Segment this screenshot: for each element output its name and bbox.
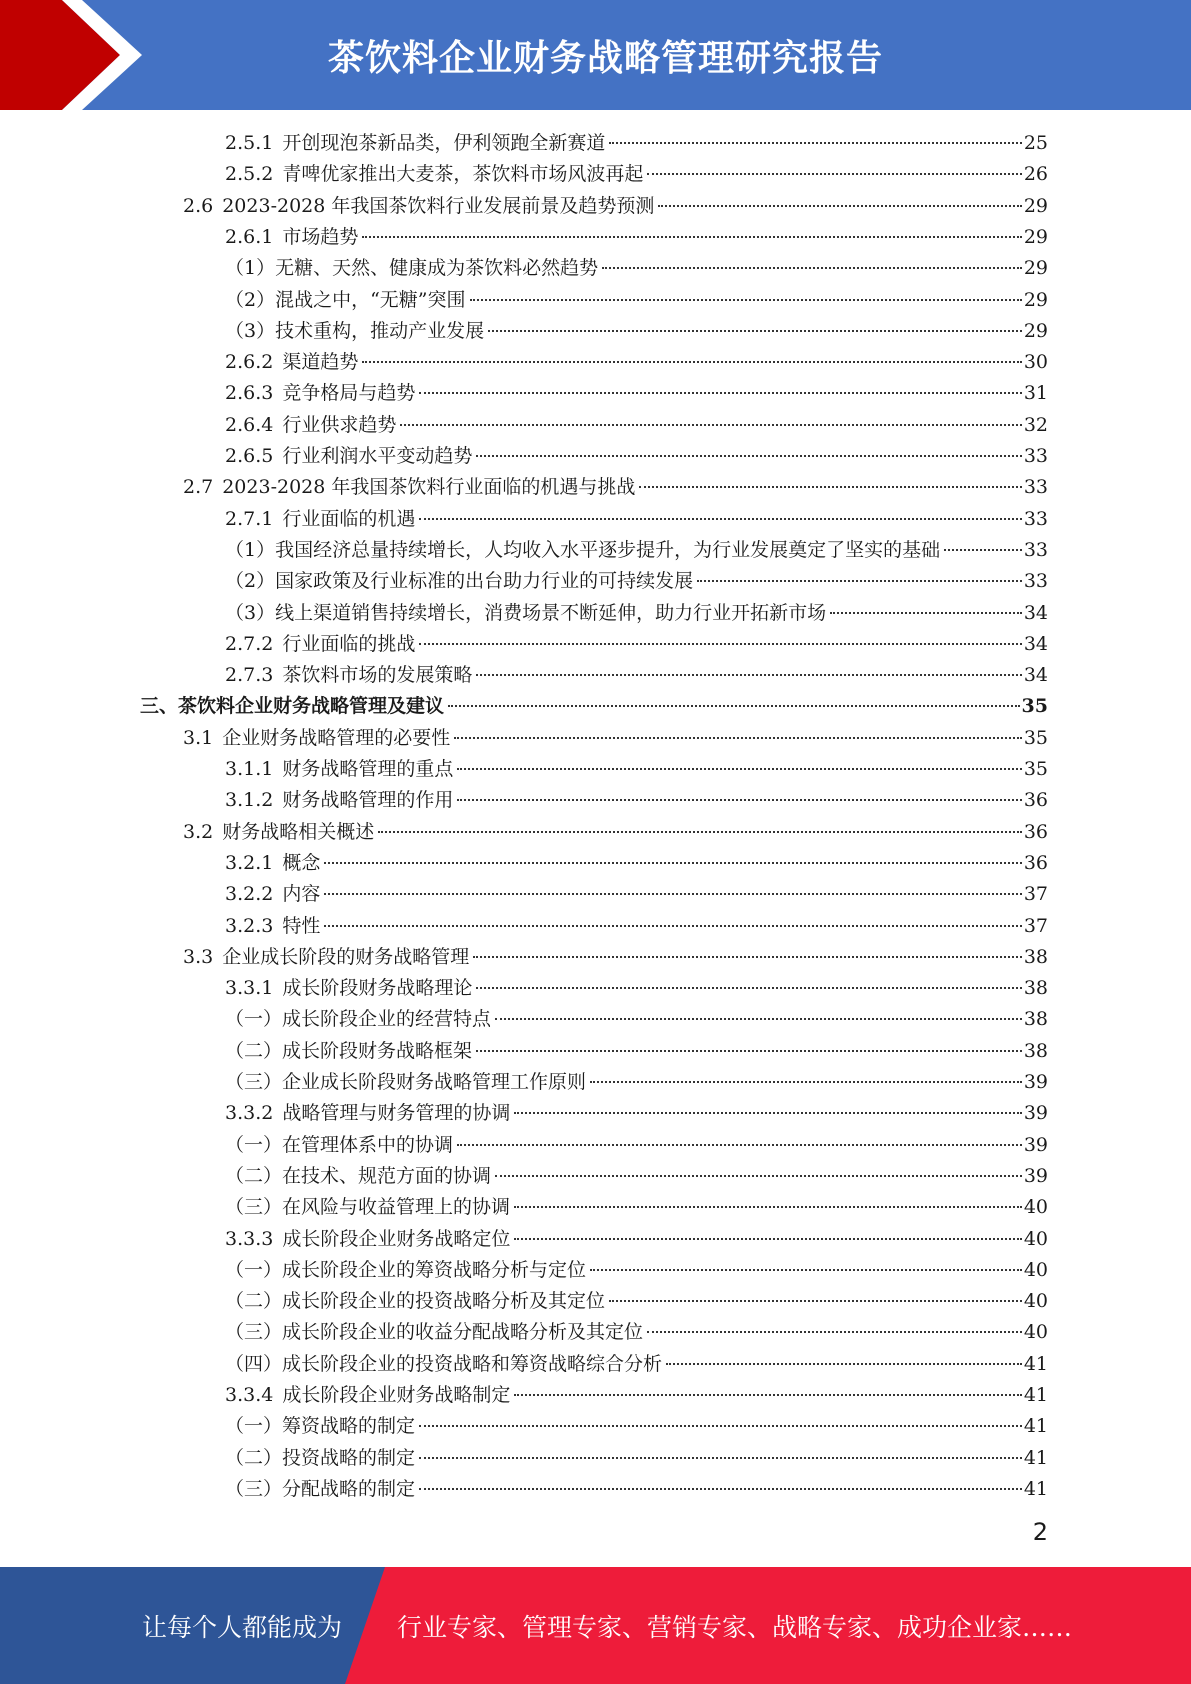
toc-entry[interactable] bbox=[225, 848, 1048, 879]
toc-entry[interactable] bbox=[225, 1067, 1048, 1098]
toc-dot-leader bbox=[419, 643, 1021, 645]
toc-entry-title: 企业成长阶段的财务战略管理 bbox=[222, 945, 470, 968]
toc-entry-number: 2.6 bbox=[183, 194, 214, 217]
toc-dot-leader bbox=[454, 737, 1022, 739]
toc-entry-page: 41 bbox=[1023, 1446, 1048, 1469]
toc-dot-leader bbox=[488, 330, 1022, 332]
toc-entry-page: 25 bbox=[1023, 132, 1048, 154]
toc-entry-title: 技术重构，推动产业发展 bbox=[275, 319, 485, 342]
toc-entry[interactable] bbox=[225, 1286, 1048, 1317]
toc-entry[interactable] bbox=[225, 1098, 1048, 1129]
toc-dot-leader bbox=[609, 1300, 1022, 1302]
toc-entry-number: 3.1.1 bbox=[225, 758, 274, 780]
toc-entry-number: （三） bbox=[225, 1477, 283, 1500]
toc-entry-page: 40 bbox=[1023, 1227, 1048, 1250]
toc-entry-page: 40 bbox=[1023, 1258, 1048, 1281]
toc-entry-number: （二） bbox=[225, 1164, 283, 1187]
toc-entry-page: 41 bbox=[1023, 1477, 1048, 1500]
toc-entry-title: 成长阶段企业财务战略制定 bbox=[282, 1384, 511, 1406]
toc-entry[interactable] bbox=[225, 378, 1048, 409]
toc-entry-number: （1） bbox=[225, 538, 276, 561]
toc-entry[interactable] bbox=[183, 723, 1048, 754]
toc-dot-leader bbox=[830, 612, 1022, 614]
toc-dot-leader bbox=[324, 893, 1021, 895]
toc-entry-number: 3.2 bbox=[183, 820, 214, 843]
toc-dot-leader bbox=[448, 705, 1020, 707]
toc-entry-number: 2.5.1 bbox=[225, 132, 274, 154]
toc-dot-leader bbox=[647, 1331, 1022, 1333]
toc-dot-leader bbox=[473, 956, 1022, 958]
toc-entry-title: 财务战略管理的作用 bbox=[282, 789, 454, 812]
toc-entry-title: 青啤优家推出大麦茶，茶饮料市场风波再起 bbox=[282, 163, 644, 186]
toc-entry-title: 分配战略的制定 bbox=[282, 1477, 416, 1500]
toc-entry-page: 29 bbox=[1023, 225, 1048, 248]
toc-entry-number: （一） bbox=[225, 1008, 283, 1031]
toc-entry-title: 成长阶段企业的经营特点 bbox=[282, 1008, 492, 1031]
toc-entry-number: 2.7 bbox=[183, 476, 214, 499]
toc-dot-leader bbox=[457, 768, 1021, 770]
toc-entry-title: 行业利润水平变动趋势 bbox=[282, 445, 473, 467]
toc-entry-page: 36 bbox=[1023, 851, 1048, 874]
toc-entry-number: 3.1.2 bbox=[225, 789, 274, 812]
toc-dot-leader bbox=[666, 1363, 1022, 1365]
toc-entry-page: 33 bbox=[1023, 476, 1048, 499]
toc-entry-page: 34 bbox=[1023, 664, 1048, 687]
toc-entry-title: 企业成长阶段财务战略管理工作原则 bbox=[282, 1071, 587, 1093]
toc-entry[interactable] bbox=[225, 253, 1048, 284]
toc-dot-leader bbox=[362, 236, 1021, 238]
toc-dot-leader bbox=[324, 925, 1021, 927]
toc-entry-title: 成长阶段企业的投资战略分析及其定位 bbox=[282, 1290, 606, 1313]
toc-entry[interactable] bbox=[225, 660, 1048, 691]
toc-entry-title: 2023-2028 年我国茶饮料行业面临的机遇与挑战 bbox=[222, 476, 636, 499]
toc-entry[interactable] bbox=[225, 1192, 1048, 1223]
toc-entry-page: 29 bbox=[1023, 288, 1048, 311]
toc-entry-title: 茶饮料市场的发展策略 bbox=[282, 664, 473, 687]
toc-entry-page: 33 bbox=[1023, 507, 1048, 530]
toc-entry-page: 39 bbox=[1023, 1164, 1048, 1187]
toc-entry-title: 筹资战略的制定 bbox=[282, 1415, 416, 1438]
toc-entry-number: 3.3.3 bbox=[225, 1227, 274, 1250]
toc-entry[interactable] bbox=[225, 879, 1048, 910]
toc-entry[interactable] bbox=[225, 1255, 1048, 1286]
toc-entry-number: 3.3.2 bbox=[225, 1102, 274, 1125]
toc-dot-leader bbox=[514, 1238, 1021, 1240]
toc-entry-page: 35 bbox=[1023, 758, 1048, 780]
toc-entry-number: （3） bbox=[225, 319, 276, 342]
toc-entry[interactable] bbox=[183, 472, 1048, 503]
toc-entry[interactable] bbox=[225, 1380, 1048, 1411]
toc-dot-leader bbox=[514, 1112, 1021, 1114]
toc-entry-title: 特性 bbox=[282, 914, 321, 937]
toc-entry-title: 成长阶段财务战略框架 bbox=[282, 1039, 473, 1062]
toc-dot-leader bbox=[514, 1394, 1021, 1396]
toc-entry-title: 2023-2028 年我国茶饮料行业发展前景及趋势预测 bbox=[222, 194, 655, 217]
toc-entry-number: 2.7.1 bbox=[225, 507, 274, 530]
toc-entry-page: 41 bbox=[1023, 1415, 1048, 1438]
toc-entry[interactable] bbox=[225, 128, 1048, 159]
toc-dot-leader bbox=[476, 674, 1021, 676]
toc-entry-number: （2） bbox=[225, 570, 276, 593]
toc-entry-number: 3.2.1 bbox=[225, 851, 274, 874]
report-header bbox=[0, 0, 1191, 110]
toc-entry-number: 2.6.5 bbox=[225, 445, 274, 467]
toc-entry-number: （四） bbox=[225, 1352, 283, 1375]
toc-entry-page: 40 bbox=[1023, 1196, 1048, 1219]
toc-entry-title: 无糖、天然、健康成为茶饮料必然趋势 bbox=[275, 257, 599, 280]
toc-entry-title: 行业面临的机遇 bbox=[282, 507, 416, 530]
toc-dot-leader bbox=[378, 831, 1022, 833]
toc-entry[interactable] bbox=[225, 410, 1048, 441]
toc-entry-number: 2.7.2 bbox=[225, 632, 274, 655]
toc-entry-title: 战略管理与财务管理的协调 bbox=[282, 1102, 511, 1125]
toc-entry[interactable] bbox=[140, 691, 1048, 722]
toc-entry-number: （二） bbox=[225, 1446, 283, 1469]
toc-entry[interactable] bbox=[225, 629, 1048, 660]
toc-entry-title: 财务战略管理的重点 bbox=[282, 758, 454, 780]
toc-entry-number: 3.1 bbox=[183, 726, 214, 749]
toc-entry-number: （二） bbox=[225, 1290, 283, 1313]
toc-entry-title: 竞争格局与趋势 bbox=[282, 382, 416, 405]
toc-entry-page: 39 bbox=[1023, 1102, 1048, 1125]
toc-dot-leader bbox=[457, 1144, 1022, 1146]
toc-entry-title: 市场趋势 bbox=[282, 225, 359, 248]
toc-entry-page: 33 bbox=[1023, 570, 1048, 593]
toc-entry-title: 成长阶段企业的收益分配战略分析及其定位 bbox=[282, 1321, 644, 1344]
toc-entry[interactable] bbox=[225, 911, 1048, 942]
toc-entry[interactable] bbox=[225, 1443, 1048, 1474]
toc-dot-leader bbox=[419, 1488, 1022, 1490]
toc-entry-title: 企业财务战略管理的必要性 bbox=[222, 726, 451, 749]
toc-entry-page: 38 bbox=[1023, 945, 1048, 968]
toc-entry-page: 33 bbox=[1023, 445, 1048, 467]
toc-entry-number: （三） bbox=[225, 1196, 283, 1219]
toc-entry[interactable] bbox=[225, 754, 1048, 785]
toc-entry-title: 混战之中，“无糖”突围 bbox=[275, 288, 466, 311]
toc-entry[interactable] bbox=[225, 504, 1048, 535]
toc-entry-number: （三） bbox=[225, 1071, 283, 1093]
toc-entry-title: 行业供求趋势 bbox=[282, 413, 397, 436]
toc-entry[interactable] bbox=[225, 785, 1048, 816]
toc-dot-leader bbox=[590, 1269, 1022, 1271]
toc-entry-number: 3.3.4 bbox=[225, 1384, 274, 1406]
toc-entry-number: 2.5.2 bbox=[225, 163, 274, 186]
footer-slogan-left: 让每个人都能成为 bbox=[142, 1612, 343, 1642]
toc-dot-leader bbox=[457, 799, 1021, 801]
toc-dot-leader bbox=[419, 1457, 1022, 1459]
toc-dot-leader bbox=[495, 1175, 1022, 1177]
footer-slogan-right: 行业专家、管理专家、营销专家、战略专家、成功企业家…… bbox=[397, 1612, 1073, 1642]
toc-entry[interactable] bbox=[225, 159, 1048, 190]
toc-entry-page: 40 bbox=[1023, 1321, 1048, 1344]
toc-entry-page: 38 bbox=[1023, 1008, 1048, 1031]
toc-entry[interactable] bbox=[225, 316, 1048, 347]
toc-entry-page: 40 bbox=[1023, 1290, 1048, 1313]
toc-entry-title: 成长阶段企业财务战略定位 bbox=[282, 1227, 511, 1250]
toc-entry-number: （1） bbox=[225, 257, 276, 280]
toc-entry[interactable] bbox=[183, 942, 1048, 973]
toc-entry[interactable] bbox=[225, 1411, 1048, 1442]
toc-entry-number: 2.6.1 bbox=[225, 225, 274, 248]
toc-entry[interactable] bbox=[225, 1349, 1048, 1380]
toc-entry-title: 内容 bbox=[282, 883, 321, 906]
toc-entry[interactable] bbox=[225, 1130, 1048, 1161]
toc-entry[interactable] bbox=[225, 973, 1048, 1004]
toc-entry-title: 成长阶段企业的投资战略和筹资战略综合分析 bbox=[282, 1352, 663, 1375]
toc-entry-page: 38 bbox=[1023, 1039, 1048, 1062]
toc-entry-title: 茶饮料企业财务战略管理及建议 bbox=[178, 695, 445, 718]
toc-entry-number: （一） bbox=[225, 1133, 283, 1156]
toc-entry-title: 投资战略的制定 bbox=[282, 1446, 416, 1469]
toc-dot-leader bbox=[658, 205, 1021, 207]
toc-entry-page: 30 bbox=[1023, 351, 1048, 374]
toc-entry-number: （二） bbox=[225, 1039, 283, 1062]
toc-entry-title: 成长阶段企业的筹资战略分析与定位 bbox=[282, 1258, 587, 1281]
toc-entry-title: 线上渠道销售持续增长，消费场景不断延伸，助力行业开拓新市场 bbox=[275, 601, 827, 624]
toc-entry-title: 我国经济总量持续增长，人均收入水平逐步提升，为行业发展奠定了坚实的基础 bbox=[275, 538, 941, 561]
report-title: 茶饮料企业财务战略管理研究报告 bbox=[327, 37, 883, 79]
toc-dot-leader bbox=[324, 862, 1021, 864]
toc-entry[interactable] bbox=[225, 566, 1048, 597]
toc-entry-page: 31 bbox=[1023, 382, 1048, 405]
toc-entry-number: 3.3 bbox=[183, 945, 214, 968]
footer-banner bbox=[0, 1567, 1191, 1684]
toc-entry[interactable] bbox=[183, 191, 1048, 222]
toc-entry-page: 39 bbox=[1023, 1133, 1048, 1156]
toc-entry-page: 32 bbox=[1023, 413, 1048, 436]
toc-entry[interactable] bbox=[225, 1317, 1048, 1348]
toc-dot-leader bbox=[590, 1081, 1022, 1083]
toc-entry-number: 2.7.3 bbox=[225, 664, 274, 687]
toc-entry-number: 2.6.4 bbox=[225, 413, 274, 436]
toc-entry-title: 渠道趋势 bbox=[282, 351, 359, 374]
toc-entry-page: 29 bbox=[1023, 319, 1048, 342]
toc-dot-leader bbox=[419, 1425, 1022, 1427]
toc-dot-leader bbox=[944, 549, 1022, 551]
toc-dot-leader bbox=[514, 1206, 1022, 1208]
toc-entry[interactable] bbox=[225, 535, 1048, 566]
toc-entry-page: 37 bbox=[1023, 914, 1048, 937]
toc-entry-page: 38 bbox=[1023, 977, 1048, 1000]
toc-entry-number: （三） bbox=[225, 1321, 283, 1344]
toc-entry[interactable] bbox=[225, 441, 1048, 472]
toc-dot-leader bbox=[362, 361, 1021, 363]
toc-dot-leader bbox=[419, 518, 1021, 520]
page-number: 2 bbox=[1032, 1518, 1048, 1546]
toc-entry[interactable] bbox=[225, 1161, 1048, 1192]
toc-entry-number: 三、 bbox=[140, 695, 179, 718]
toc-entry-page: 35 bbox=[1021, 695, 1048, 718]
toc-dot-leader bbox=[609, 142, 1021, 144]
toc-entry-number: 3.3.1 bbox=[225, 977, 274, 1000]
toc-dot-leader bbox=[419, 392, 1021, 394]
toc-entry-page: 36 bbox=[1023, 789, 1048, 812]
toc-entry-number: 2.6.2 bbox=[225, 351, 274, 374]
toc-entry-page: 41 bbox=[1023, 1352, 1048, 1375]
toc-entry-number: （一） bbox=[225, 1415, 283, 1438]
toc-dot-leader bbox=[495, 1018, 1022, 1020]
toc-dot-leader bbox=[647, 173, 1021, 175]
toc-entry[interactable] bbox=[183, 817, 1048, 848]
toc-entry-title: 国家政策及行业标准的出台助力行业的可持续发展 bbox=[275, 570, 694, 593]
toc-entry-page: 35 bbox=[1023, 726, 1048, 749]
toc-entry-page: 29 bbox=[1023, 194, 1048, 217]
toc-entry-page: 34 bbox=[1023, 601, 1048, 624]
toc-entry[interactable] bbox=[225, 1224, 1048, 1255]
toc-dot-leader bbox=[476, 455, 1021, 457]
toc-entry-page: 26 bbox=[1023, 163, 1048, 186]
toc-entry-title: 概念 bbox=[282, 851, 321, 874]
toc-entry-title: 财务战略相关概述 bbox=[222, 820, 375, 843]
toc-entry[interactable] bbox=[225, 222, 1048, 253]
toc-entry-title: 开创现泡茶新品类，伊利领跑全新赛道 bbox=[282, 132, 606, 154]
toc-entry-number: （一） bbox=[225, 1258, 283, 1281]
toc-dot-leader bbox=[697, 580, 1022, 582]
toc-entry-page: 39 bbox=[1023, 1071, 1048, 1093]
toc-dot-leader bbox=[639, 486, 1021, 488]
toc-entry-page: 33 bbox=[1023, 538, 1048, 561]
toc-entry-title: 成长阶段财务战略理论 bbox=[282, 977, 473, 1000]
toc-entry-page: 29 bbox=[1023, 257, 1048, 280]
toc-entry-title: 在管理体系中的协调 bbox=[282, 1133, 454, 1156]
toc-entry-title: 在风险与收益管理上的协调 bbox=[282, 1196, 511, 1219]
toc-entry-number: 3.2.2 bbox=[225, 883, 274, 906]
toc-entry-page: 34 bbox=[1023, 632, 1048, 655]
toc-entry[interactable] bbox=[225, 1004, 1048, 1035]
toc-entry[interactable] bbox=[225, 598, 1048, 629]
toc-entry-page: 36 bbox=[1023, 820, 1048, 843]
toc-entry-title: 在技术、规范方面的协调 bbox=[282, 1164, 492, 1187]
toc-entry[interactable] bbox=[225, 285, 1048, 316]
toc-entry[interactable] bbox=[225, 347, 1048, 378]
toc-dot-leader bbox=[470, 299, 1022, 301]
toc-entry-title: 行业面临的挑战 bbox=[282, 632, 416, 655]
toc-dot-leader bbox=[476, 1050, 1022, 1052]
toc-dot-leader bbox=[602, 267, 1022, 269]
toc-entry-page: 37 bbox=[1023, 883, 1048, 906]
toc-entry-number: 3.2.3 bbox=[225, 914, 274, 937]
toc-entry[interactable] bbox=[225, 1036, 1048, 1067]
toc-entry-page: 41 bbox=[1023, 1384, 1048, 1406]
toc-entry[interactable] bbox=[225, 1474, 1048, 1505]
toc-dot-leader bbox=[476, 987, 1021, 989]
toc-entry-number: （3） bbox=[225, 601, 276, 624]
toc-dot-leader bbox=[400, 424, 1021, 426]
toc-entry-number: 2.6.3 bbox=[225, 382, 274, 405]
toc-entry-number: （2） bbox=[225, 288, 276, 311]
